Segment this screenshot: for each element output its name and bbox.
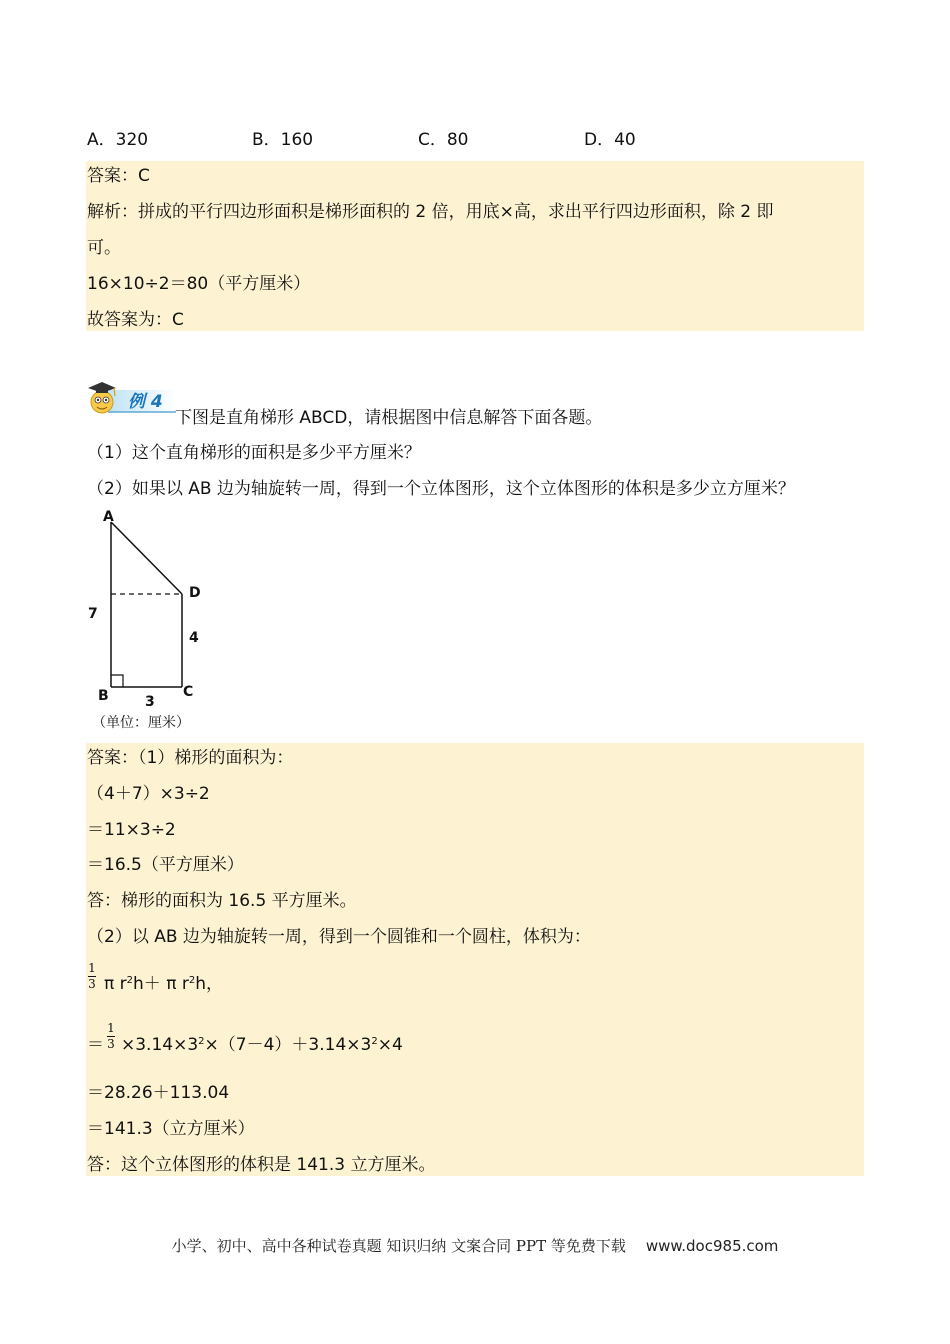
substitution-line: $\times 3.14\times 3^2\times(7-4)+3.14\times 3^2\times 4$ xyxy=(121,1035,403,1055)
answer2-line-5: 答：梯形的面积为 16.5 平方厘米。 xyxy=(87,891,357,911)
question-1: （1）这个直角梯形的面积是多少平方厘米？ xyxy=(87,443,421,463)
fraction-numerator-2: 1 xyxy=(107,1021,115,1035)
option-d: D．40 xyxy=(584,130,636,150)
option-c: C．80 xyxy=(418,130,469,150)
option-b: B．160 xyxy=(252,130,314,150)
answer-line: 答案：C xyxy=(87,166,150,186)
footer-url[interactable]: www.doc985.com xyxy=(645,1237,779,1255)
answer2-line-6: （2）以 AB 边为轴旋转一周，得到一个圆锥和一个圆柱，体积为： xyxy=(87,927,591,947)
answer2-line-10: ＝141.3（立方厘米） xyxy=(87,1119,255,1139)
analysis-line-2: 可。 xyxy=(87,238,121,258)
vertex-c-label: C xyxy=(183,684,194,700)
answer2-line-9: ＝28.26＋113.04 xyxy=(87,1083,230,1103)
side-dc-length: 4 xyxy=(189,630,199,646)
answer2-line-11: 答：这个立体图形的体积是 141.3 立方厘米。 xyxy=(87,1155,436,1175)
vertex-d-label: D xyxy=(189,585,201,601)
calc-line: 16×10÷2＝80（平方厘米） xyxy=(87,274,311,294)
vertex-b-label: B xyxy=(98,688,109,704)
answer-highlight-2 xyxy=(86,743,864,1176)
analysis-line-1: 解析：拼成的平行四边形面积是梯形面积的 2 倍，用底×高，求出平行四边形面积，除 2 即 xyxy=(87,202,774,222)
example-badge-icon xyxy=(86,376,176,420)
answer2-line-1: 答案：（1）梯形的面积为： xyxy=(87,748,294,768)
answer2-line-2: （4＋7）×3÷2 xyxy=(87,784,210,804)
answer2-line-4: ＝16.5（平方厘米） xyxy=(87,855,244,875)
badge-label: 例 4 xyxy=(128,392,163,412)
fraction-denominator: 3 xyxy=(88,977,96,991)
answer-highlight-1 xyxy=(86,161,864,331)
unit-note: （单位：厘米） xyxy=(92,715,190,731)
right-angle-mark xyxy=(111,675,123,687)
vertex-a-label: A xyxy=(103,509,114,525)
substitution-prefix: ＝ xyxy=(87,1035,104,1055)
question-2: （2）如果以 AB 边为轴旋转一周，得到一个立体图形，这个立体图形的体积是多少立方厘米？ xyxy=(87,479,795,499)
fraction-numerator: 1 xyxy=(88,961,96,975)
side-ad xyxy=(111,522,182,594)
example-intro: 下图是直角梯形 ABCD，请根据图中信息解答下面各题。 xyxy=(175,408,603,428)
trapezoid-figure xyxy=(86,505,226,735)
fraction-denominator-2: 3 xyxy=(107,1037,115,1051)
fraction-one-third-2 xyxy=(107,1022,115,1051)
fraction-one-third xyxy=(88,962,96,991)
answer2-line-3: ＝11×3÷2 xyxy=(87,820,176,840)
side-ab-length: 7 xyxy=(88,606,98,622)
option-a: A．320 xyxy=(87,130,149,150)
formula-line: π $r^2h+ \pi$ $r^2h$， xyxy=(104,974,223,994)
footer-text: 小学、初中、高中各种试卷真题 知识归纳 文案合同 PPT 等免费下载 xyxy=(171,1237,626,1255)
conclusion-line: 故答案为：C xyxy=(87,310,184,330)
side-bc-length: 3 xyxy=(145,694,155,710)
footer xyxy=(0,1237,950,1255)
